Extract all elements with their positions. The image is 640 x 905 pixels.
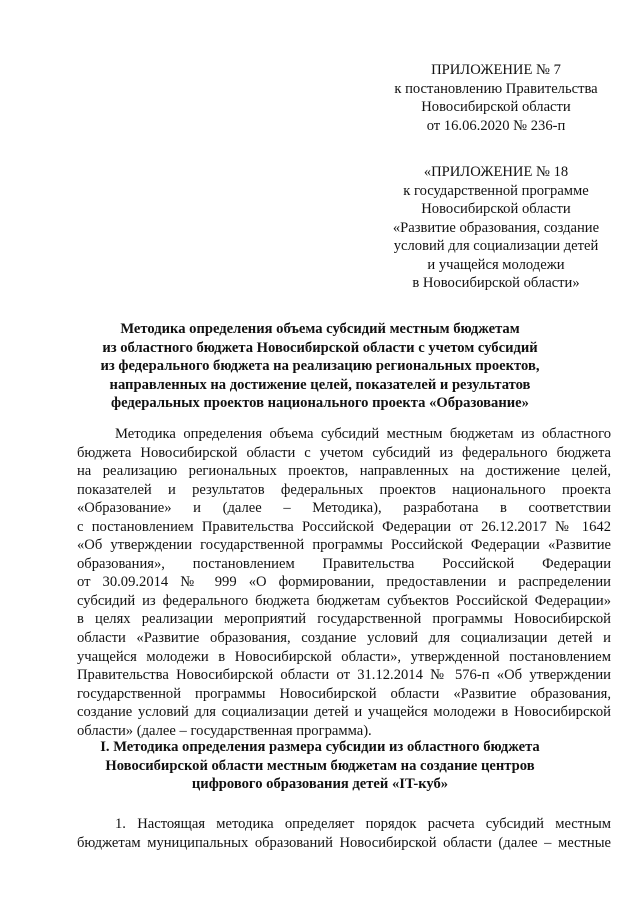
paragraph-line: в целях реализации мероприятий государственной программы Новосибирской	[77, 611, 611, 628]
paragraph-line: учащейся молодежи в Новосибирской области», утвержденной постановлением	[77, 648, 611, 665]
paragraph-line: показателей и результатов федеральных проектов национального проекта	[77, 481, 611, 498]
paragraph-line: с постановлением Правительства Российской Федерации от 26.12.2017 № 1642	[77, 518, 611, 535]
paragraph-line: на реализацию региональных проектов, направленных на достижение целей,	[77, 463, 611, 480]
title-line: из федерального бюджета на реализацию региональных проектов,	[100, 358, 540, 375]
appendix-18-line: условий для социализации детей	[393, 238, 599, 254]
section-1-paragraph-1	[77, 815, 611, 852]
title-line: направленных на достижение целей, показателей и результатов	[109, 376, 531, 393]
appendix-18-header	[376, 163, 616, 293]
paragraph-line: «Образование» и (далее – Методика), разработана в соответствии	[77, 500, 611, 517]
appendix-18-line: к государственной программе	[403, 182, 589, 199]
heading-line: цифрового образования детей «IT-куб»	[191, 776, 449, 793]
appendix-7-line: от 16.06.2020 № 236-п	[426, 117, 566, 134]
paragraph-line: создание условий для социализации детей и учащейся молодежи в Новосибирской	[77, 704, 611, 721]
intro-paragraph	[77, 425, 611, 740]
paragraph-line: Правительства Новосибирской области от 31.12.2014 № 576-п «Об утверждении	[77, 667, 611, 684]
appendix-18-line: Новосибирской области	[421, 201, 571, 217]
paragraph-line: Методика определения объема субсидий местным бюджетам из областного	[115, 426, 611, 442]
paragraph-line: субсидий из федерального бюджета бюджетам субъектов Российской Федерации»	[77, 592, 611, 609]
document-title	[90, 320, 550, 413]
section-1-heading	[90, 738, 550, 794]
paragraph-line: области» (далее – государственная программа).	[77, 722, 372, 739]
title-line: федеральных проектов национального проекта «Образование»	[111, 395, 529, 412]
appendix-7-line: Новосибирской области	[421, 99, 571, 115]
paragraph-line: 1. Настоящая методика определяет порядок расчета субсидий местным	[115, 816, 611, 832]
title-line: из областного бюджета Новосибирской области с учетом субсидий	[102, 339, 538, 356]
heading-line: I. Методика определения размера субсидии из областного бюджета	[100, 739, 540, 755]
heading-line: Новосибирской области местным бюджетам на создание центров	[105, 757, 535, 774]
paragraph-line: области «Развитие образования, создание условий для социализации детей и	[77, 630, 611, 647]
paragraph-line: бюджета Новосибирской области с учетом субсидий из федерального бюджета	[77, 444, 611, 461]
paragraph-line: образования», постановлением Правительства Российской Федерации	[77, 555, 611, 572]
paragraph-line: государственной программы Новосибирской области «Развитие образования,	[77, 685, 611, 702]
appendix-7-line: ПРИЛОЖЕНИЕ № 7	[431, 62, 561, 78]
paragraph-line: «Об утверждении государственной программы Российской Федерации «Развитие	[77, 537, 611, 554]
appendix-18-line: и учащейся молодежи	[427, 256, 565, 273]
appendix-18-line: в Новосибирской области»	[412, 275, 580, 291]
paragraph-line: от 30.09.2014 № 999 «О формировании, предоставлении и распределении	[77, 574, 611, 591]
title-line: Методика определения объема субсидий местным бюджетам	[120, 321, 520, 337]
appendix-18-line: «ПРИЛОЖЕНИЕ № 18	[423, 164, 569, 180]
appendix-7-line: к постановлению Правительства	[394, 80, 598, 97]
appendix-18-line: «Развитие образования, создание	[392, 219, 600, 236]
paragraph-line: бюджетам муниципальных образований Новосибирской области (далее – местные	[77, 834, 611, 851]
appendix-7-header	[376, 61, 616, 135]
